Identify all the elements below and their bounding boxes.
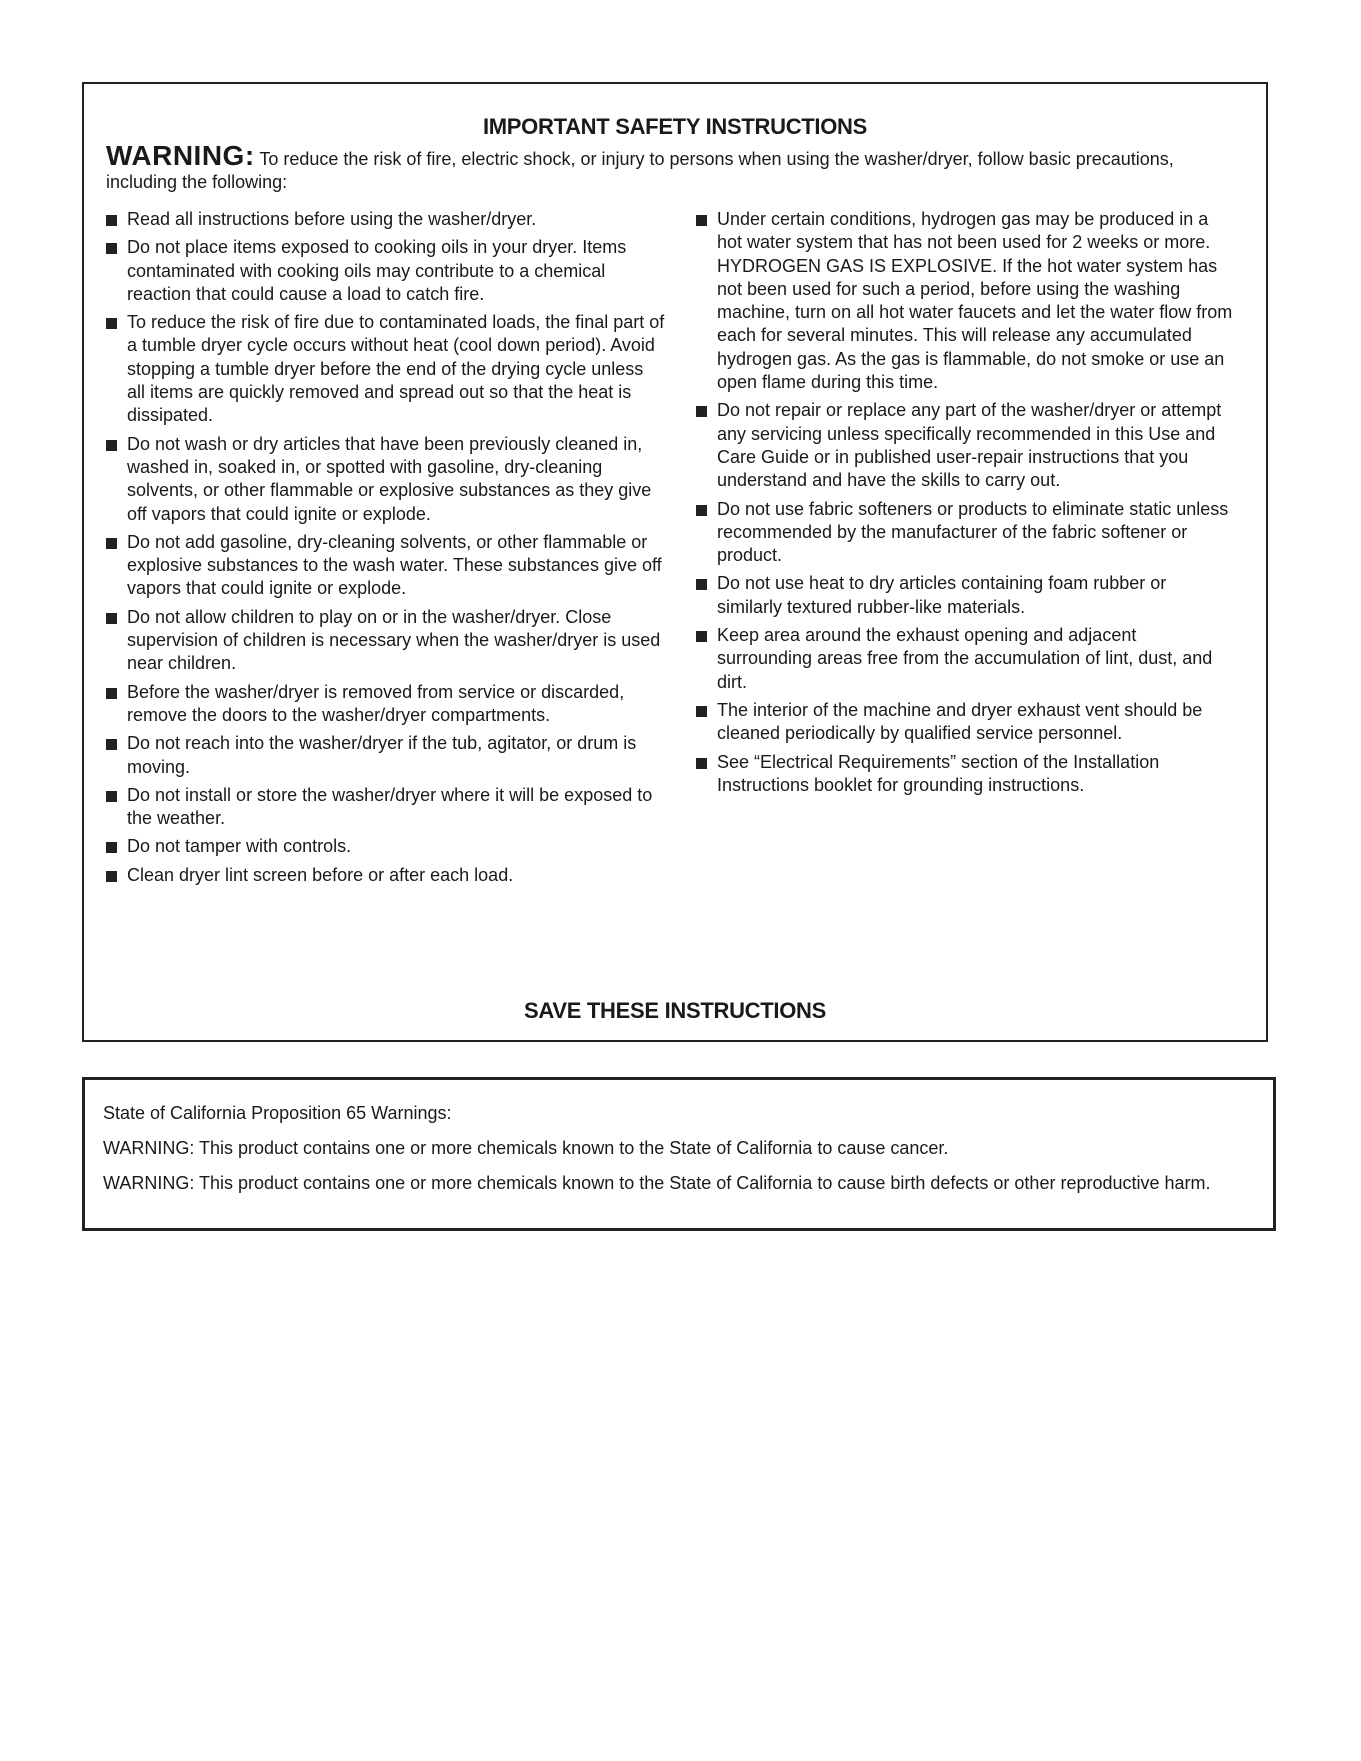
- list-item: To reduce the risk of fire due to contaminated loads, the final part of a tumble dryer cycle occurs without heat (cool down period). Avoid stopping a tumble dryer before the end of the drying cycle unless all items are quickly removed and spread out so that the heat is dissipated.: [106, 311, 666, 427]
- list-item: Do not install or store the washer/dryer where it will be exposed to the weather.: [106, 784, 666, 831]
- square-bullet-icon: [696, 579, 707, 590]
- square-bullet-icon: [106, 688, 117, 699]
- list-item: Do not reach into the washer/dryer if the tub, agitator, or drum is moving.: [106, 732, 666, 779]
- list-item: Do not tamper with controls.: [106, 835, 666, 858]
- safety-title: IMPORTANT SAFETY INSTRUCTIONS: [482, 114, 868, 139]
- list-item: Do not wash or dry articles that have been previously cleaned in, washed in, soaked in, or spotted with gasoline, dry-cleaning solvents, or other flammable or explosive substances as they give off vapors that could ignite or explode.: [106, 433, 666, 526]
- prop65-warnings-box: [82, 1077, 1276, 1231]
- safety-list-left: [106, 208, 666, 892]
- square-bullet-icon: [106, 871, 117, 882]
- square-bullet-icon: [106, 440, 117, 451]
- list-item: Clean dryer lint screen before or after each load.: [106, 864, 666, 887]
- safety-list-right: [696, 208, 1236, 802]
- warning-intro: [106, 140, 1246, 194]
- square-bullet-icon: [106, 318, 117, 329]
- prop65-heading: State of California Proposition 65 Warnings:: [103, 1103, 452, 1123]
- square-bullet-icon: [106, 215, 117, 226]
- list-item: Do not place items exposed to cooking oils in your dryer. Items contaminated with cooking oils may contribute to a chemical reaction that could cause a load to catch fire.: [106, 236, 666, 306]
- square-bullet-icon: [696, 758, 707, 769]
- list-item: Do not repair or replace any part of the washer/dryer or attempt any servicing unless specifically recommended in this Use and Care Guide or in published user-repair instructions that you understand and have the skills to carry out.: [696, 399, 1236, 492]
- square-bullet-icon: [106, 842, 117, 853]
- list-item: Do not add gasoline, dry-cleaning solvents, or other flammable or explosive substances to the wash water. These substances give off vapors that could ignite or explode.: [106, 531, 666, 601]
- list-item: See “Electrical Requirements” section of the Installation Instructions booklet for grounding instructions.: [696, 751, 1236, 798]
- list-item: Before the washer/dryer is removed from service or discarded, remove the doors to the washer/dryer compartments.: [106, 681, 666, 728]
- prop65-cancer-warning: WARNING: This product contains one or more chemicals known to the State of California to cause cancer.: [103, 1138, 949, 1158]
- prop65-birth-defects-warning: WARNING: This product contains one or more chemicals known to the State of California to cause birth defects or other reproductive harm.: [103, 1173, 1211, 1193]
- warning-intro-text: To reduce the risk of fire, electric shock, or injury to persons when using the washer/dryer, follow basic precautions, including the following:: [106, 149, 1174, 192]
- list-item: Keep area around the exhaust opening and adjacent surrounding areas free from the accumulation of lint, dust, and dirt.: [696, 624, 1236, 694]
- list-item: Do not use fabric softeners or products to eliminate static unless recommended by the manufacturer of the fabric softener or product.: [696, 498, 1236, 568]
- square-bullet-icon: [106, 538, 117, 549]
- square-bullet-icon: [696, 631, 707, 642]
- square-bullet-icon: [696, 406, 707, 417]
- save-instructions-title: SAVE THESE INSTRUCTIONS: [524, 998, 826, 1023]
- list-item: Do not allow children to play on or in the washer/dryer. Close supervision of children is necessary when the washer/dryer is used near children.: [106, 606, 666, 676]
- square-bullet-icon: [696, 706, 707, 717]
- square-bullet-icon: [106, 613, 117, 624]
- square-bullet-icon: [106, 791, 117, 802]
- list-item: Do not use heat to dry articles containing foam rubber or similarly textured rubber-like materials.: [696, 572, 1236, 619]
- list-item: Under certain conditions, hydrogen gas may be produced in a hot water system that has not been used for 2 weeks or more. HYDROGEN GAS IS EXPLOSIVE. If the hot water system has not been used for such a period, before using the washing machine, turn on all hot water faucets and let the water flow from each for several minutes. This will release any accumulated hydrogen gas. As the gas is flammable, do not smoke or use an open flame during this time.: [696, 208, 1236, 394]
- important-safety-instructions-box: [82, 82, 1268, 1042]
- square-bullet-icon: [696, 215, 707, 226]
- square-bullet-icon: [696, 505, 707, 516]
- warning-word: WARNING:: [106, 140, 255, 171]
- list-item: Read all instructions before using the washer/dryer.: [106, 208, 666, 231]
- square-bullet-icon: [106, 243, 117, 254]
- list-item: The interior of the machine and dryer exhaust vent should be cleaned periodically by qualified service personnel.: [696, 699, 1236, 746]
- square-bullet-icon: [106, 739, 117, 750]
